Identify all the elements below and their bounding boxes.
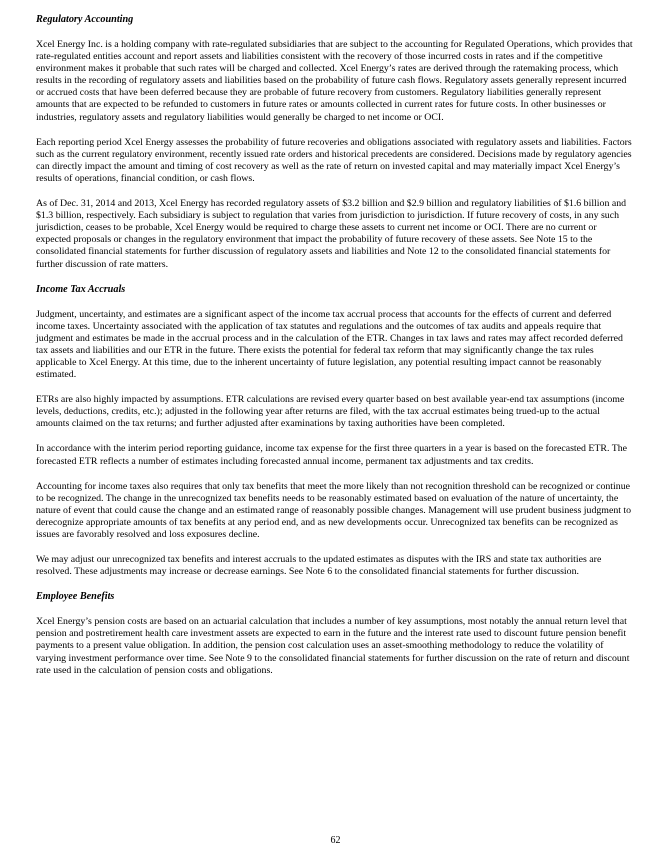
paragraph: Each reporting period Xcel Energy assesses the probability of future recoveries and obligations associated with regulatory assets and liabilities. Factors such as the current regulatory environment, recently issued rate orders and historical precedents are considered. Decisions made by regulatory agencies can directly impact the amount and timing of cost recovery as well as the rate of return on invested capital and may materially impact Xcel Energy’s results of operations, financial condition, or cash flows. xyxy=(36,136,632,184)
section-heading: Income Tax Accruals xyxy=(36,283,126,295)
section-employee-benefits xyxy=(36,591,634,676)
document-page xyxy=(36,14,634,690)
section-income-tax-accruals xyxy=(36,284,634,579)
paragraph: In accordance with the interim period reporting guidance, income tax expense for the first three quarters in a year is based on the forecasted ETR. The forecasted ETR reflects a number of estimates including forecasted annual income, permanent tax adjustments and tax credits. xyxy=(36,443,628,467)
section-heading: Employee Benefits xyxy=(36,591,115,603)
page-number: 62 xyxy=(330,835,341,846)
paragraph: Accounting for income taxes also requires that only tax benefits that meet the more likely than not recognition threshold can be recognized or continue to be recognized. The change in the unrecognized tax benefits needs to be reasonably estimated based on evaluation of the nature of uncertainty, the nature of event that could cause the change and an estimated range of reasonably possible changes. Management will use prudent business judgment to derecognize appropriate amounts of tax benefits at any period end, and as new developments occur. Unrecognized tax benefits can be recognized as issues are favorably resolved and loss exposures decline. xyxy=(36,480,632,540)
paragraph: Judgment, uncertainty, and estimates are a significant aspect of the income tax accrual process that accounts for the effects of current and deferred income taxes. Uncertainty associated with the application of tax statutes and regulations and the outcomes of tax audits and appeals require that judgment and estimates be made in the accrual process and in the calculation of the ETR. Changes in tax laws and rates may affect recorded deferred tax assets and liabilities and our ETR in the future. There exists the potential for federal tax reform that may significantly change the tax rules applicable to Xcel Energy. At this time, due to the inherent uncertainty of future legislation, any potential resulting impact cannot be reasonably estimated. xyxy=(36,308,623,381)
section-regulatory-accounting xyxy=(36,14,634,271)
section-heading: Regulatory Accounting xyxy=(36,14,134,25)
paragraph: We may adjust our unrecognized tax benefits and interest accruals to the updated estimates as disputes with the IRS and state tax authorities are resolved. These adjustments may increase or decrease earnings. See Note 6 to the consolidated financial statements for further discussion. xyxy=(36,554,602,578)
paragraph: Xcel Energy’s pension costs are based on an actuarial calculation that includes a number of key assumptions, most notably the annual return level that pension and postretirement health care investment assets are expected to earn in the future and the interest rate used to discount future pension benefit payments to a present value obligation. In addition, the pension cost calculation uses an asset-smoothing methodology to reduce the volatility of varying investment performance over time. See Note 9 to the consolidated financial statements for further discussion on the rate of return and discount rate used in the calculation of pension costs and obligations. xyxy=(36,616,630,676)
paragraph: Xcel Energy Inc. is a holding company with rate-regulated subsidiaries that are subject to the accounting for Regulated Operations, which provides that rate-regulated entities account and report assets and liabilities consistent with the recovery of those incurred costs in rates and if the competitive environment makes it probable that such rates will be charged and collected. Xcel Energy’s rates are derived through the ratemaking process, which results in the recording of regulatory assets and liabilities based on the probability of future cash flows. Regulatory assets generally represent incurred or accrued costs that have been deferred because they are probable of future recovery from customers. Regulatory liabilities generally represent amounts that are expected to be refunded to customers in future rates or amounts collected in current rates for future costs. In other businesses or industries, regulatory assets and regulatory liabilities would generally be charged to net income or OCI. xyxy=(36,39,633,123)
paragraph: As of Dec. 31, 2014 and 2013, Xcel Energy has recorded regulatory assets of $3.2 billion and $2.9 billion and regulatory liabilities of $1.6 billion and $1.3 billion, respectively. Each subsidiary is subject to regulation that varies from jurisdiction to jurisdiction. If future recovery of costs, in any such jurisdiction, ceases to be probable, Xcel Energy would be required to charge these assets to current net income or OCI. There are no current or expected proposals or changes in the regulatory environment that impact the probability of future recovery of these assets. See Note 15 to the consolidated financial statements for further discussion of regulatory assets and liabilities and Note 12 to the consolidated financial statements for further discussion of rate matters. xyxy=(36,198,627,270)
paragraph: ETRs are also highly impacted by assumptions. ETR calculations are revised every quarter based on best available year-end tax assumptions (income levels, deductions, credits, etc.); adjusted in the following year after returns are filed, with the tax accrual estimates being trued-up to the actual amounts claimed on the tax returns; and further adjusted after examinations by taxing authorities have been completed. xyxy=(36,394,625,430)
